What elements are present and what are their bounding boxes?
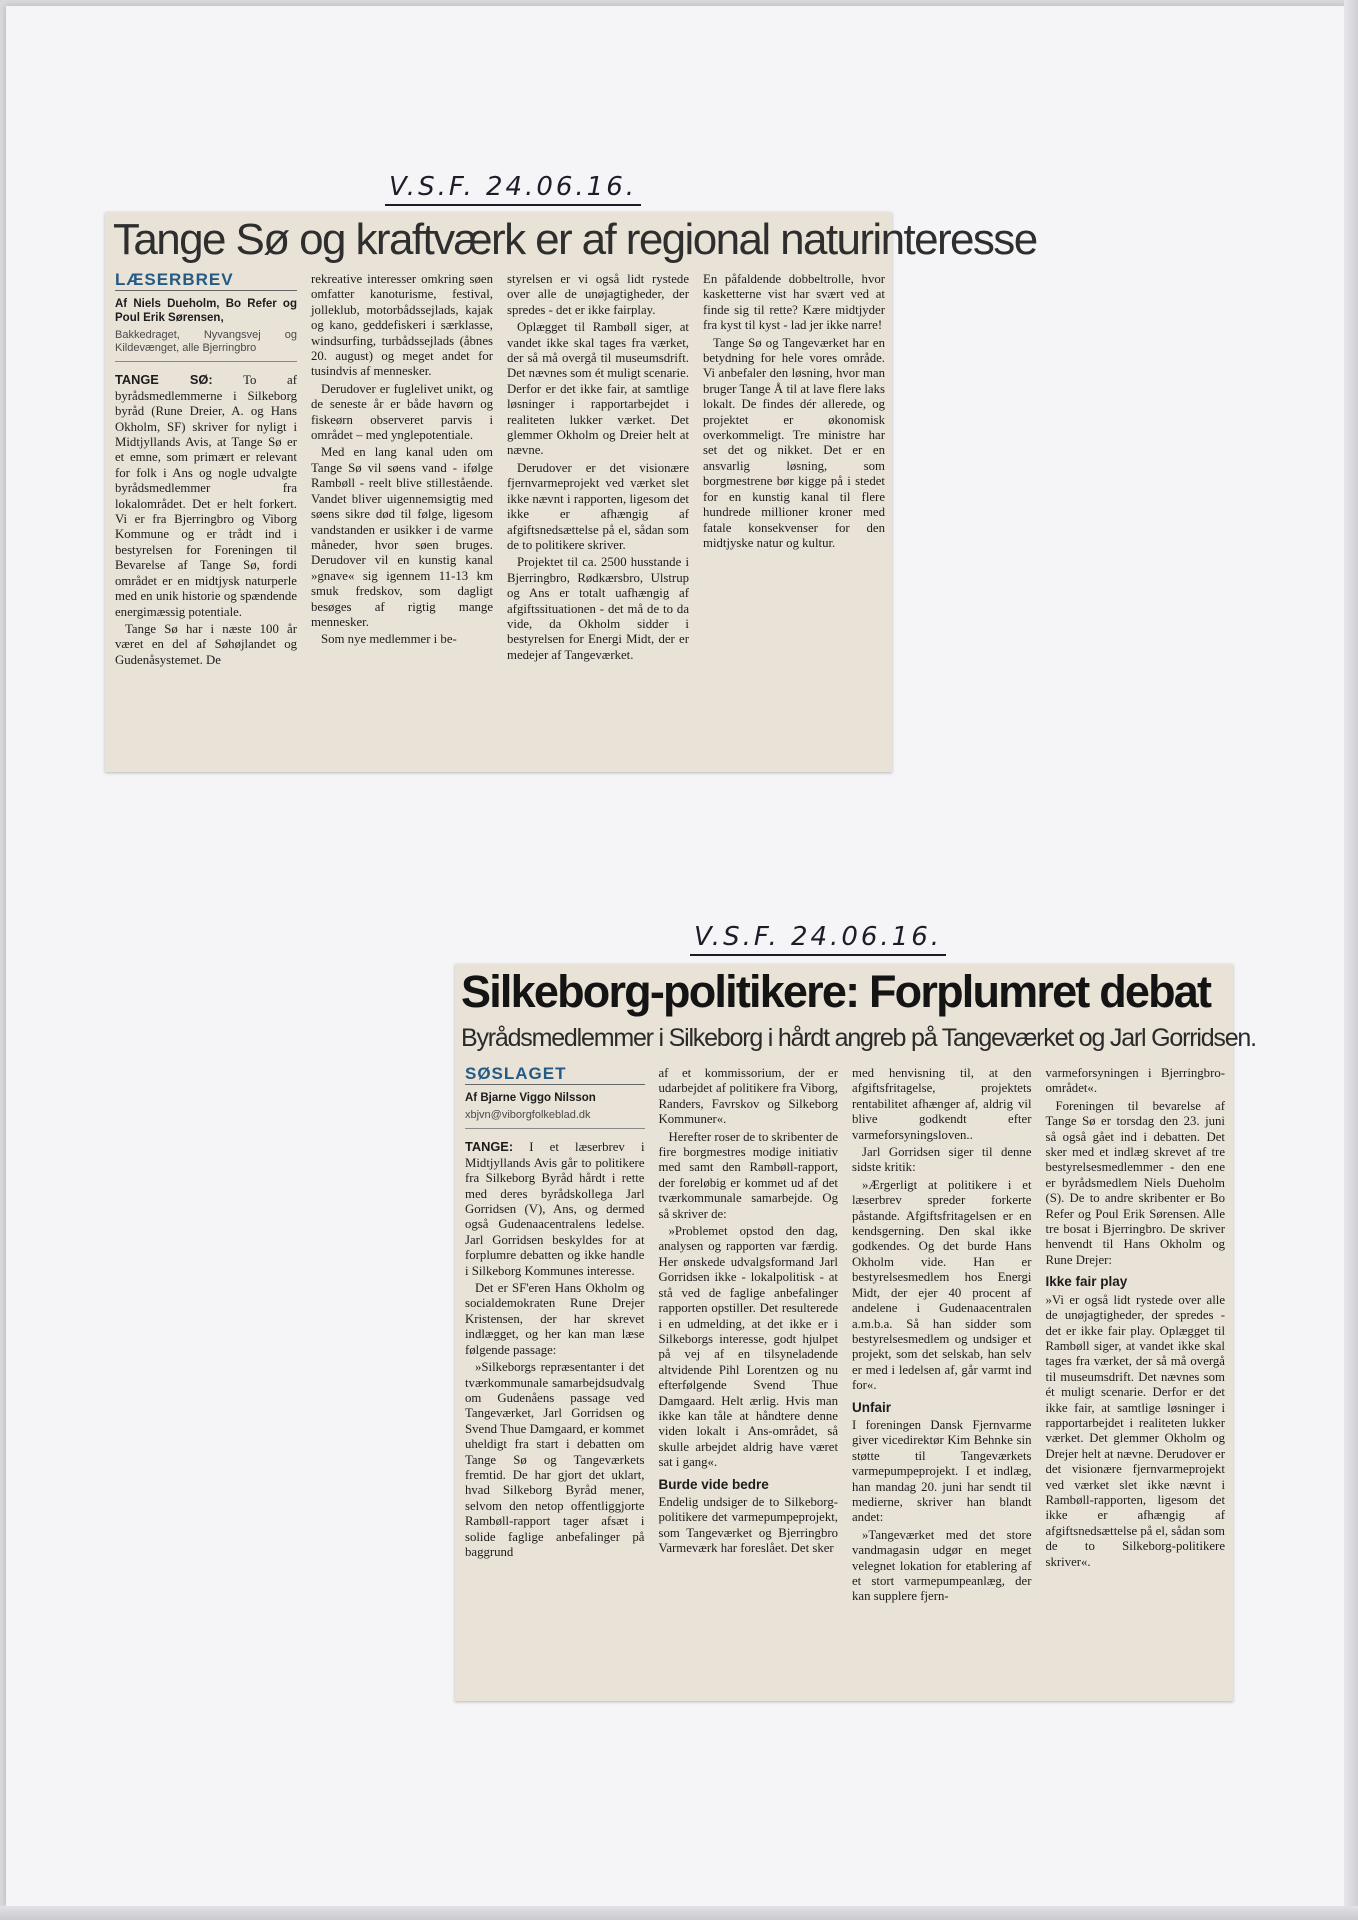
author-byline: Af Bjarne Viggo Nilsson	[465, 1092, 596, 1105]
paragraph: Foreningen til bevarelse af Tange Sø er torsdag den 23. juni så også gået ind i debatten. Det sker med et indlæg skrevet af tre bestyrelsesmedlemmer - den ene er byrådsmedlem Niels Dueholm (S). De to andre skribenter er Bo Refer og Poul Erik Sørensen. Alle tre bosat i Bjerringbro. De skriver henvendt til Hans Okholm og Rune Drejer:	[1045, 1098, 1225, 1267]
sheet-bottom-edge	[0, 1906, 1358, 1920]
paragraph: Endelig undsiger de to Silkeborg-politikere det varmepumpeprojekt, som Tangeværket og Bjerringbro Varmeværk har foreslået. Det sker	[658, 1494, 838, 1556]
paragraph: med henvisning til, at den afgiftsfritagelse, projektets rentabilitet afhænger af, aldrig vil blive godkendt efter varmeforsyningsloven..	[852, 1066, 1032, 1142]
clipping-1-column-2	[311, 272, 493, 767]
paragraph: Oplægget til Rambøll siger, at vandet ikke skal tages fra værket, der så må overgå til museumsdrift. Det nævnes som ét muligt scenarie. Derfor er det ikke fair, at samtlige løsninger i rapportarbejdet i realiteten lukker værket. Det glemmer Okholm og Dreier helt at nævne.	[507, 320, 689, 458]
paragraph: Herefter roser de to skribenter de fire borgmestres modige initiativ med samt den Rambøll-rapport, der foreløbig er kommet ud af det tværkommunale samarbejde. Og så skriver de:	[658, 1129, 838, 1221]
paragraph: Projektet til ca. 2500 husstande i Bjerringbro, Rødkærsbro, Ulstrup og Ans er totalt uafhængig af afgiftssituationen - det må de to da vide, da Okholm sidder i bestyrelsen for Energi Midt, der er medejer af Tangeværket.	[507, 555, 689, 662]
author-email: xbjvn@viborgfolkeblad.dk	[465, 1109, 645, 1129]
section-label: LÆSERBREV	[115, 272, 297, 291]
author-byline: Af Niels Dueholm, Bo Refer og Poul Erik Sørensen,	[115, 298, 297, 325]
paragraph: En påfaldende dobbeltrolle, hvor kasketterne vist har svært ved at finde sig til rette? Kære midtjyder fra kyst til kyst - lad jer ikke narre!	[703, 272, 885, 333]
paragraph: Som nye medlemmer i be-	[321, 632, 457, 647]
section-label: SØSLAGET	[465, 1066, 645, 1085]
subheading: Ikke fair play	[1045, 1274, 1128, 1290]
clipping-2-column-2	[659, 1066, 839, 1696]
subheading: Unfair	[852, 1399, 892, 1415]
lead-paragraph	[115, 372, 297, 620]
lead-text: To af byrådsmedlemmerne i Silkeborg byråd (Rune Dreier, A. og Hans Okholm, SF) skriver for nyligt i Midtjyllands Avis, at Tange Sø er et emne, som primært er relevant for folk i Ans og nogle udvalgte byrådsmedlemmer fra lokalområdet. Det er helt forkert. Vi er fra Bjerringbro og Viborg Kommune og er trådt ind i bestyrelsen for Foreningen til Bevarelse af Tange Sø, fordi området er en midtjysk naturperle med en unik historie og spændende energimæssig potentiale.	[115, 373, 297, 619]
paragraph: Derudover er fuglelivet unikt, og de seneste år er både havørn og fiskeørn observeret parvis i området – med ynglepotentiale.	[311, 381, 493, 443]
clipping-2-columns	[465, 1066, 1225, 1696]
paragraph: Tange Sø og Tangeværket har en betydning for hele vores område. Vi anbefaler den løsning, hvor man bruger Tange Å til at lave flere laks lokalt. De findes dér allerede, og projektet er økonomisk overkommeligt. Tre ministre har set det og nikket. Det er en ansvarlig løsning, som borgmestrene bør kigge på i stedet for en kunstig kanal til flere hundrede millioner kroner med fatale konsekvenser for den midtjyske natur og kultur.	[703, 335, 885, 550]
lead-text: I et læserbrev i Midtjyllands Avis går to politikere fra Silkeborg Byråd hårdt i rette med deres byrådskollega Jarl Gorridsen (V), Ans, og dermed også Gudenaacentralens ledelse. Jarl Gorridsen beskyldes for at forplumre debatten og ikke handle i Silkeborg Kommunes interesse.	[465, 1140, 645, 1278]
paragraph: varmeforsyningen i Bjerringbro-området«.	[1045, 1066, 1225, 1096]
handwritten-date-note-1: V.S.F. 24.06.16.	[385, 172, 641, 206]
paragraph: »Tangeværket med det store vandmagasin udgør en meget velegnet lokation for etablering af et stort varmepumpeanlæg, der kan supplere fjern-	[852, 1527, 1032, 1604]
clipping-2-subheadline: Byrådsmedlemmer i Silkeborg i hårdt angreb på Tangeværket og Jarl Gorridsen.	[461, 1024, 1256, 1052]
paragraph: af et kommissorium, der er udarbejdet af politikere fra Viborg, Randers, Favrskov og Silkeborg Kommuner«.	[658, 1066, 838, 1127]
clipping-1-column-4	[703, 272, 885, 767]
clipping-1-columns	[115, 272, 885, 767]
paragraph: »Silkeborgs repræsentanter i det tværkommunale samarbejdsudvalg om Gudenåens passage ved Tangeværket, Jarl Gorridsen og Svend Thue Damgaard, er kommet uheldigt fra start i debatten om Tange Sø og Tangeværkets fremtid. De har gjort det uklart, hvad Silkeborg Byråd mener, selvom den netop offentliggjorte Rambøll-rapport tager afsæt i solide faglige anbefalinger på baggrund	[465, 1360, 645, 1559]
clipping-1-column-1	[115, 272, 297, 767]
paragraph: Tange Sø har i næste 100 år været en del af Søhøjlandet og Gudenåsystemet. De	[115, 621, 297, 667]
lead-tag: TANGE:	[465, 1139, 514, 1155]
clipping-1-column-3	[507, 272, 689, 767]
paragraph: »Ærgerligt at politikere i et læserbrev spreder forkerte påstande. Afgiftsfritagelsen er en kendsgerning. Den skal ikke godkendes. Og det burde Hans Okholm vide. Han er bestyrelsesmedlem hos Energi Midt, der ejer 40 procent af andelene i Gudenaacentralen a.m.b.a. Så han sidder som bestyrelsesmedlem og undsiger et projekt, som det selskab, han selv er med i ledelsen af, går varmt ind for«.	[852, 1177, 1032, 1393]
subheading: Burde vide bedre	[658, 1476, 769, 1492]
clipping-2-column-3	[852, 1066, 1032, 1696]
newspaper-clipping-1	[105, 212, 1037, 772]
handwritten-date-note-2: V.S.F. 24.06.16.	[690, 922, 946, 956]
paragraph: Jarl Gorridsen siger til denne sidste kritik:	[852, 1145, 1032, 1175]
clipping-2-column-4	[1046, 1066, 1226, 1696]
paragraph: »Problemet opstod den dag, analysen og rapporten var færdig. Her ønskede udvalgsformand Jarl Gorridsen ikke - lokalpolitisk - at stå ved de faglige anbefalinger rapporten opstiller. Det resulterede i en udmelding, at det ikke er i Silkeborgs interesse, godt hjulpet på vej af en tilsyneladende altvidende Pihl Lorentzen og nu efterfølgende Svend Thue Damgaard. Helt ærlig. Hvis man ikke kan tåle at håndtere denne viden lokalt i Ans-området, så skulle arbejdet aldrig have været sat i gang«.	[658, 1224, 838, 1470]
author-locations: Bakkedraget, Nyvangsvej og Kildevænget, alle Bjerringbro	[115, 329, 297, 362]
paragraph: styrelsen er vi også lidt rystede over alle de unøjagtigheder, der spredes - det er ikke fairplay.	[507, 272, 689, 317]
paragraph: rekreative interesser omkring søen omfatter kanoturisme, festival, jolleklub, motorbådssejlads, kajak og kano, geddefiskeri i særklasse, windsurfing, turbådssejlads (åbnes 20. august) og meget andet for tusindvis af mennesker.	[311, 272, 493, 379]
paragraph: I foreningen Dansk Fjernvarme giver vicedirektør Kim Behnke sin støtte til Tangeværkets varmepumpeprojekt. I et indlæg, han mandag 20. juni har sendt til medierne, skriver han blandt andet:	[852, 1417, 1032, 1525]
lead-tag: TANGE SØ:	[115, 372, 213, 388]
lead-paragraph	[465, 1139, 645, 1279]
paragraph: Det er SF'eren Hans Okholm og socialdemokraten Rune Drejer Kristensen, der har skrevet indlægget, og her kan man læse følgende passage:	[465, 1281, 645, 1357]
clipping-2-column-1	[465, 1066, 645, 1696]
paragraph: »Vi er også lidt rystede over alle de unøjagtigheder, der spredes - det er ikke fair play. Oplægget til Rambøll siger, at vandet ikke skal tages fra værket, der så må overgå til museumsdrift. Det nævnes som ét muligt scenarie. Derfor er det ikke fair, at samtlige løsninger i rapportarbejdet i realiteten lukker værket. Det glemmer Okholm og Drejer helt at nævne. Derudover er det visionære fjernvarmeprojekt ved værket slet ikke nævnt i Rambøll-rapporten, ligesom det ikke er afhængig af afgiftsnedsættelse på el, sådan som de to Silkeborg-politikere skriver«.	[1045, 1292, 1225, 1569]
clipping-1-headline: Tange Sø og kraftværk er af regional naturinteresse	[113, 215, 1037, 264]
paragraph: Med en lang kanal uden om Tange Sø vil søens vand - ifølge Rambøll - reelt blive stillestående. Vandet bliver uigennemsigtig med søens sikre død til følge, ligesom vandstanden er usikker i de varme måneder, hvor søen bruges. Derudover vil en kunstig kanal »gnave« sig igennem 11-13 km smuk fredskov, som dagligt besøges af rigtig mange mennesker.	[311, 445, 493, 629]
sheet-edge	[1344, 0, 1358, 1920]
paragraph: Derudover er det visionære fjernvarmeprojekt ved værket slet ikke nævnt i rapporten, ligesom det ikke er afhængig af afgiftsnedsættelse på el, sådan som de to politikere skriver.	[507, 460, 689, 552]
clipping-2-headline: Silkeborg-politikere: Forplumret debat	[461, 966, 1211, 1017]
newspaper-clipping-2	[455, 964, 1256, 1701]
